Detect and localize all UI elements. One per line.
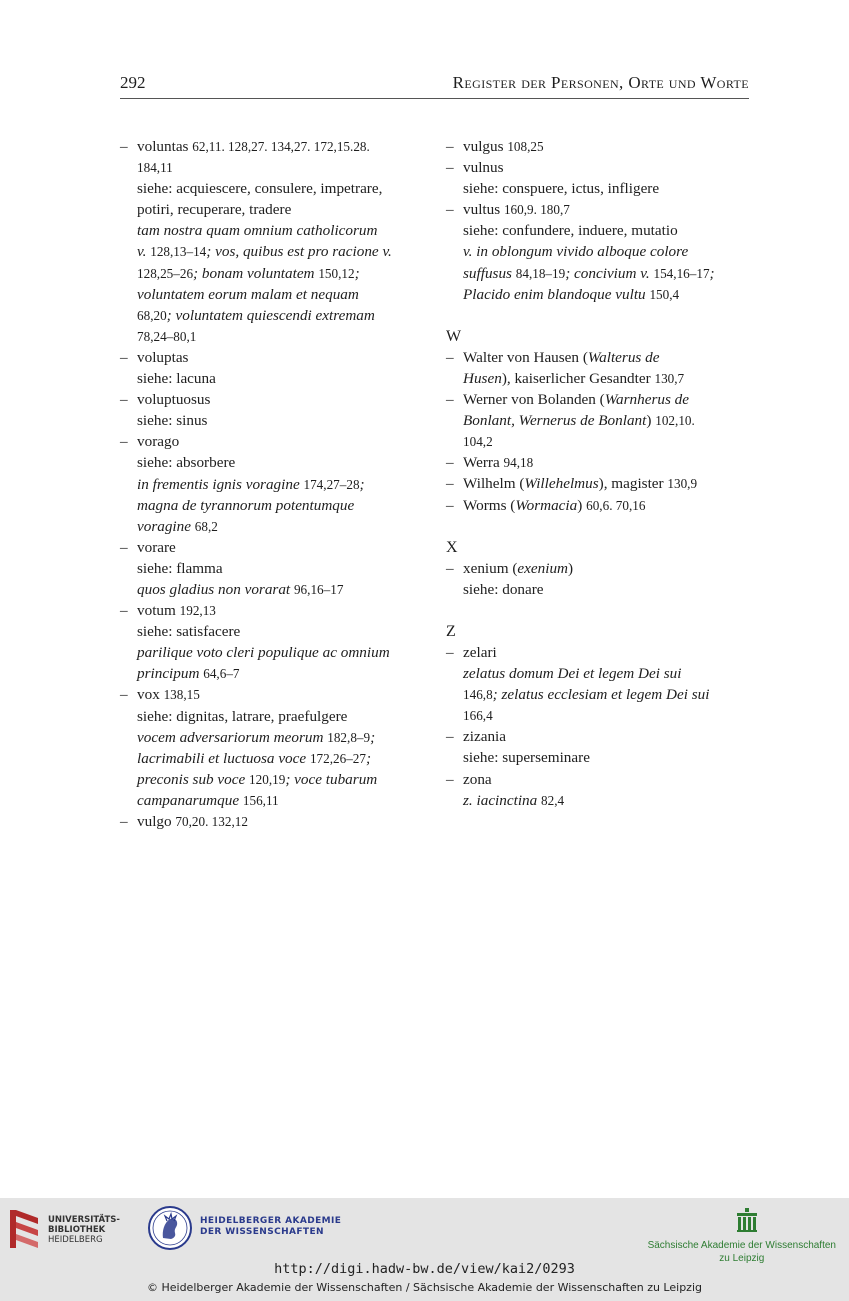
index-entry (446, 389, 749, 452)
page-reference: 154,16–17 (653, 265, 710, 281)
entry-dash: – (446, 643, 454, 661)
page-reference: 64,6–7 (203, 666, 240, 682)
entry-line (137, 642, 430, 663)
entry-dash: – (120, 391, 128, 409)
entry-line (137, 663, 430, 684)
entry-line (463, 157, 749, 178)
entry-text: siehe: satisfacere (137, 623, 241, 641)
entry-line (463, 178, 749, 199)
quotation-text: magna de tyrannorum potentumque (137, 496, 355, 514)
entry-line (137, 769, 430, 790)
section-letter-heading: Z (446, 622, 456, 640)
entry-line (137, 157, 430, 178)
page-reference: 94,18 (503, 455, 534, 471)
entry-line (137, 178, 430, 199)
index-entry (446, 558, 749, 600)
quotation-text: tam nostra quam omnium catholicorum (137, 222, 378, 240)
entry-line (463, 410, 749, 431)
page-reference: 130,7 (654, 370, 685, 386)
entry-dash: – (120, 538, 128, 556)
entry-text: potiri, recuperare, tradere (137, 201, 292, 219)
section-letter-heading: X (446, 538, 458, 556)
index-entry (446, 136, 749, 157)
entry-line (137, 516, 430, 537)
entry-line (463, 368, 749, 389)
entry-line (463, 347, 749, 368)
quotation-text: in frementis ignis voragine (137, 475, 304, 493)
ub-label-line: UNIVERSITÄTS- (48, 1215, 120, 1225)
entry-text: siehe: superseminare (463, 749, 590, 767)
page-reference: 128,25–26 (137, 265, 194, 281)
entry-line (137, 347, 430, 368)
quotation-text: ; zelatus ecclesiam et legem Dei sui (492, 686, 710, 704)
entry-dash: – (446, 475, 454, 493)
quotation-text: quos gladius non vorarat (137, 580, 294, 598)
entry-dash: – (446, 348, 454, 366)
entry-dash: – (446, 728, 454, 746)
entry-dash: – (120, 686, 128, 704)
entry-line (463, 220, 749, 241)
entry-line (463, 263, 749, 284)
entry-text: siehe: sinus (137, 412, 208, 430)
page-reference: 160,9. 180,7 (503, 202, 570, 218)
quotation-text: Willehelmus (524, 475, 599, 493)
quotation-text: ; (370, 728, 376, 746)
index-column-left (120, 136, 430, 832)
entry-line (137, 748, 430, 769)
ub-heidelberg-logo-icon[interactable] (8, 1206, 42, 1252)
entry-text: siehe: dignitas, latrare, praefulgere (137, 707, 348, 725)
entry-text: vorago (137, 433, 180, 451)
entry-line (463, 579, 749, 600)
entry-dash: – (446, 454, 454, 472)
entry-text: zizania (463, 728, 506, 746)
entry-text: vultus (463, 201, 504, 219)
page-number: 292 (120, 73, 146, 92)
entry-line (137, 305, 430, 326)
entry-line (463, 431, 749, 452)
entry-text: siehe: flamma (137, 559, 223, 577)
ub-heidelberg-label[interactable] (48, 1215, 120, 1245)
entry-line (463, 284, 749, 305)
entry-line (137, 220, 430, 241)
entry-text: Walter von Hausen ( (463, 348, 588, 366)
quotation-text: Walterus de (587, 348, 660, 366)
page-reference: 128,13–14 (150, 244, 207, 260)
index-entry (120, 136, 430, 347)
entry-line (137, 263, 430, 284)
page-reference: 84,18–19 (515, 265, 566, 281)
entry-line (137, 199, 430, 220)
entry-text: siehe: confundere, induere, mutatio (463, 222, 678, 240)
entry-text: siehe: lacuna (137, 370, 216, 388)
entry-line (463, 705, 749, 726)
entry-text: ), kaiserlicher Gesandter (501, 369, 655, 387)
index-entry (446, 199, 749, 304)
entry-text: ) (646, 412, 656, 430)
quotation-text: vocem adversariorum meorum (137, 728, 328, 746)
entry-line (137, 811, 430, 832)
entry-line (463, 558, 749, 579)
entry-line (137, 431, 430, 452)
index-entry (120, 684, 430, 811)
quotation-text: ; (359, 475, 365, 493)
index-entry (446, 473, 749, 494)
entry-text: ), magister (598, 475, 668, 493)
entry-dash: – (446, 159, 454, 177)
page-reference: 82,4 (541, 792, 565, 808)
entry-line (137, 368, 430, 389)
saw-building-icon[interactable] (736, 1207, 758, 1233)
running-title: Register der Personen, Orte und Worte (452, 73, 749, 92)
entry-text: vulgo (137, 813, 176, 830)
index-entry (120, 537, 430, 600)
entry-text: votum (137, 602, 180, 620)
entry-dash: – (446, 138, 454, 155)
quotation-text: zelatus domum Dei et legem Dei sui (463, 665, 682, 683)
entry-text: siehe: acquiescere, consulere, impetrare, (137, 180, 383, 198)
entry-line (137, 684, 430, 705)
quotation-text: Wormacia (515, 496, 578, 514)
index-entry (120, 389, 430, 431)
index-entry (446, 726, 749, 768)
entry-dash: – (120, 602, 128, 620)
index-entry (446, 452, 749, 473)
hadw-seal-icon[interactable] (147, 1205, 193, 1251)
quotation-text: ; vos, quibus est pro racione v. (206, 243, 392, 261)
entry-line (463, 136, 749, 157)
entry-line (137, 136, 430, 157)
entry-text: siehe: absorbere (137, 454, 236, 472)
entry-text: zona (463, 770, 492, 788)
index-entry (120, 811, 430, 832)
section-gap (446, 516, 749, 537)
permalink-url[interactable]: http://digi.hadw-bw.de/view/kai2/0293 (274, 1261, 575, 1277)
page-reference: 104,2 (463, 434, 493, 450)
entry-text: vulgus (463, 138, 508, 155)
entry-dash: – (446, 496, 454, 514)
quotation-text: ; (709, 264, 715, 282)
entry-line (137, 241, 430, 262)
quotation-text: voragine (137, 517, 195, 535)
entry-line (463, 769, 749, 790)
index-entry (446, 642, 749, 726)
quotation-text: ; voce tubarum (285, 770, 378, 788)
quotation-text: ; voluntatem quiescendi extremam (166, 306, 375, 324)
page-reference: 68,2 (194, 518, 218, 534)
index-entry (446, 157, 749, 199)
page-reference: 138,15 (163, 687, 200, 703)
entry-line (463, 642, 749, 663)
copyright-notice: © Heidelberger Akademie der Wissenschaften / Sächsische Akademie der Wissenschaften zu Leipzig (146, 1281, 702, 1294)
quotation-text: ; concivium v. (565, 264, 654, 282)
entry-text: Wilhelm ( (463, 475, 525, 493)
entry-line (137, 474, 430, 495)
entry-text: siehe: conspuere, ictus, infligere (463, 180, 660, 198)
hadw-label-line: DER WISSENSCHAFTEN (200, 1227, 324, 1237)
page-reference: 174,27–28 (303, 476, 360, 492)
hadw-label-line: HEIDELBERGER AKADEMIE (200, 1216, 342, 1226)
entry-text: ) (568, 559, 574, 577)
quotation-text: Husen (463, 369, 502, 387)
entry-text: Worms ( (463, 496, 516, 514)
page-reference: 70,20. 132,12 (175, 814, 248, 829)
saw-label-line: Sächsische Akademie der Wissenschaften (647, 1240, 836, 1251)
page-reference: 60,6. 70,16 (586, 497, 646, 513)
quotation-text: ; bonam voluntatem (193, 264, 319, 282)
index-entry (120, 347, 430, 389)
entry-text: Werner von Bolanden ( (463, 391, 605, 409)
entry-line (137, 284, 430, 305)
entry-line (137, 410, 430, 431)
page-reference: 150,12 (318, 265, 355, 281)
page-reference: 120,19 (249, 771, 286, 787)
quotation-text: voluntatem eorum malam et nequam (137, 285, 359, 303)
quotation-text: campanarumque (137, 791, 243, 809)
entry-line (137, 621, 430, 642)
index-entry (446, 769, 749, 811)
page-reference: 108,25 (507, 139, 544, 154)
index-entry (446, 347, 749, 389)
page-reference: 150,4 (649, 286, 680, 302)
entry-text: voluntas (137, 138, 193, 155)
index-column-right (446, 136, 749, 811)
page-reference: 62,11. 128,27. 134,27. 172,15.28. (192, 139, 370, 154)
page-reference: 166,4 (463, 708, 493, 724)
page-reference: 68,20 (137, 307, 167, 323)
entry-line (463, 452, 749, 473)
page-reference: 78,24–80,1 (137, 328, 197, 344)
page-reference: 184,11 (137, 160, 173, 176)
page-reference: 192,13 (179, 603, 216, 619)
quotation-text: z. iacinctina (463, 791, 542, 809)
page-reference: 156,11 (242, 792, 279, 808)
entry-line (463, 663, 749, 684)
entry-line (137, 600, 430, 621)
index-entry (120, 431, 430, 536)
page-header (120, 70, 749, 99)
entry-dash: – (446, 770, 454, 788)
quotation-text: principum (137, 665, 204, 683)
entry-text: vox (137, 686, 164, 704)
index-entry (120, 600, 430, 684)
quotation-text: Warnherus de (604, 391, 689, 409)
entry-text: xenium ( (463, 559, 518, 577)
entry-dash: – (120, 813, 128, 830)
entry-text: voluptas (137, 348, 189, 366)
entry-line (463, 747, 749, 768)
entry-line (463, 473, 749, 494)
entry-dash: – (446, 559, 454, 577)
quotation-text: suffusus (463, 264, 516, 282)
entry-text: vorare (137, 538, 176, 556)
page-reference: 102,10. (655, 413, 695, 429)
entry-dash: – (446, 201, 454, 219)
quotation-text: v. (137, 243, 151, 261)
page-reference: 182,8–9 (327, 729, 371, 745)
quotation-text: parilique voto cleri populique ac omnium (137, 644, 390, 662)
entry-line (463, 495, 749, 516)
entry-line (137, 537, 430, 558)
quotation-text: exenium (517, 559, 569, 577)
entry-dash: – (446, 391, 454, 409)
entry-text: ) (577, 496, 587, 514)
quotation-text: ; (354, 264, 360, 282)
entry-text: vulnus (463, 159, 504, 177)
entry-line (137, 727, 430, 748)
quotation-text: preconis sub voce (137, 770, 250, 788)
section-gap (446, 600, 749, 621)
page-reference: 146,8 (463, 687, 493, 703)
quotation-text: ; (365, 749, 372, 767)
quotation-text: Placido enim blandoque vultu (463, 285, 650, 303)
quotation-text: lacrimabili et luctuosa voce (137, 749, 310, 767)
section-gap (446, 305, 749, 326)
entry-text: voluptuosus (137, 391, 211, 409)
entry-line (463, 790, 749, 811)
entry-line (137, 389, 430, 410)
ub-label-line: HEIDELBERG (48, 1235, 103, 1245)
entry-line (463, 241, 749, 262)
entry-dash: – (120, 348, 128, 366)
entry-line (137, 558, 430, 579)
entry-line (137, 452, 430, 473)
entry-text: Werra (463, 454, 504, 472)
entry-line (137, 495, 430, 516)
quotation-text: Bonlant, Wernerus de Bonlant (463, 412, 647, 430)
page-reference: 96,16–17 (293, 581, 344, 597)
saw-label-line: zu Leipzig (719, 1253, 765, 1264)
entry-line (137, 326, 430, 347)
section-letter-heading: W (446, 327, 462, 345)
index-entry (446, 495, 749, 516)
entry-line (137, 706, 430, 727)
entry-line (463, 199, 749, 220)
quotation-text: v. in oblongum vivido alboque colore (463, 243, 689, 261)
entry-text: siehe: donare (463, 580, 544, 598)
ub-label-line: BIBLIOTHEK (48, 1225, 106, 1235)
entry-text: zelari (463, 643, 497, 661)
entry-line (137, 790, 430, 811)
entry-line (463, 726, 749, 747)
page-reference: 130,9 (667, 476, 698, 492)
entry-line (137, 579, 430, 600)
entry-dash: – (120, 138, 128, 155)
entry-line (463, 684, 749, 705)
entry-line (463, 389, 749, 410)
page-reference: 172,26–27 (309, 750, 366, 766)
hadw-label[interactable] (200, 1216, 341, 1238)
digitization-footer (0, 1198, 849, 1301)
entry-dash: – (120, 433, 128, 451)
